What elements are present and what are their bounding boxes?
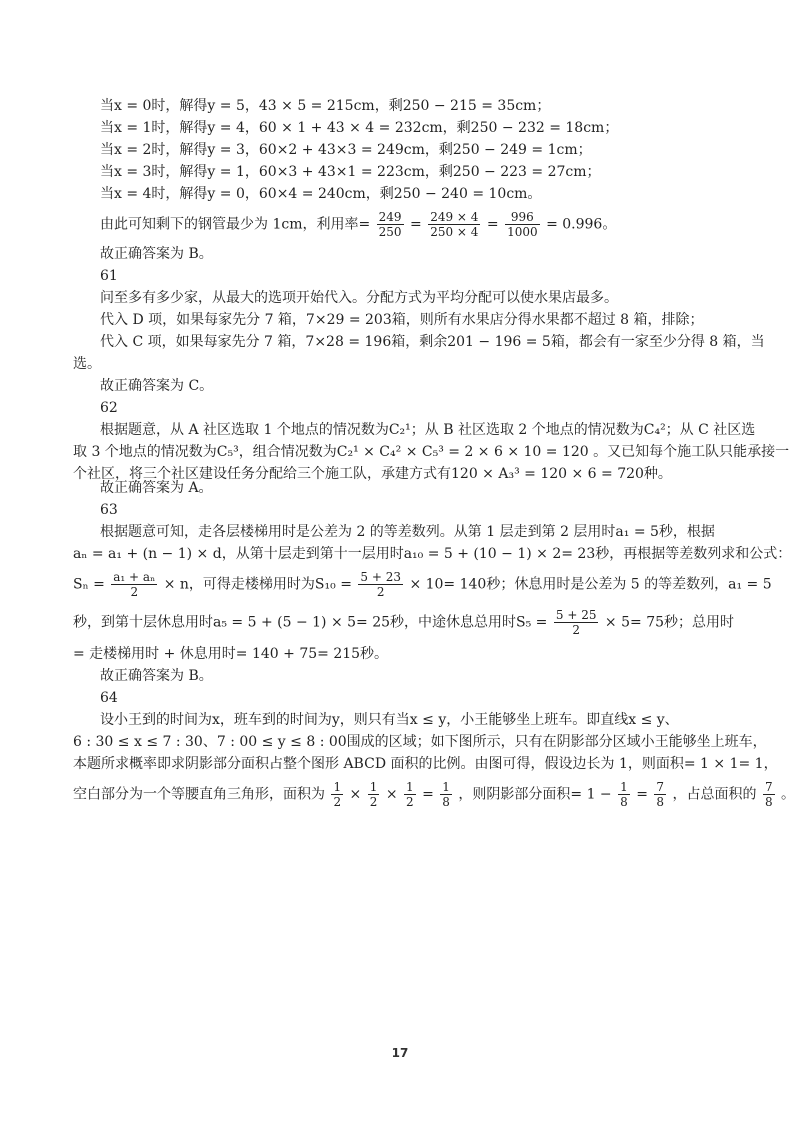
q63-line-4 <box>73 608 734 637</box>
q62-line-2: 取 3 个地点的情况数为C₅³，组合情况数为C₂¹ × C₄² × C₅³ = 2 × 6 × 10 = 120 。又已知每个施工队只能承接一 <box>73 444 790 460</box>
q60-line-5: 当x = 4时，解得y = 0，60×4 = 240cm，剩250 − 240 = 10cm。 <box>100 186 542 202</box>
fraction: $\frac{1}{8}$ <box>620 780 628 809</box>
q63-line-3-tail: × 10= 140秒；休息用时是公差为 5 的等差数列，a₁ = 5 <box>409 576 772 593</box>
fraction: $\frac{996}{1000}$ <box>507 210 538 239</box>
fraction: $\frac{1}{2}$ <box>369 780 378 809</box>
q61-line-4: 选。 <box>73 356 101 372</box>
q64-line-2: 6 : 30 ≤ x ≤ 7 : 30、7 : 00 ≤ y ≤ 8 : 00围成的区域；如下图所示，只有在阴影部分区域小王能够坐上班车， <box>73 734 767 750</box>
fraction: $\frac{1}{2}$ <box>406 780 414 809</box>
fraction: $\frac{1}{8}$ <box>442 780 450 809</box>
q63-line-3 <box>73 570 772 599</box>
question-number-64: 64 <box>100 690 118 706</box>
q63-line-5: = 走楼梯用时 + 休息用时= 140 + 75= 215秒。 <box>73 646 389 662</box>
question-number-62: 62 <box>100 400 118 416</box>
q63-answer: 故正确答案为 B。 <box>100 668 213 684</box>
q61-answer: 故正确答案为 C。 <box>100 378 214 394</box>
q62-answer: 故正确答案为 A。 <box>100 480 213 496</box>
q60-line-4: 当x = 3时，解得y = 1，60×3 + 43×1 = 223cm，剩250 − 223 = 27cm； <box>100 164 601 180</box>
fraction: $\frac{5 + 23}{2}$ <box>360 570 401 599</box>
q60-line-3: 当x = 2时，解得y = 3，60×2 + 43×3 = 249cm，剩250 − 249 = 1cm； <box>100 142 592 158</box>
q63-line-1: 根据题意可知，走各层楼梯用时是公差为 2 的等差数列。从第 1 层走到第 2 层用时a₁ = 5秒，根据 <box>100 524 715 540</box>
q63-line-3-mid: × n，可得走楼梯用时为S₁₀ = <box>163 576 352 593</box>
q64-line-4-tail: ，占总面积的 <box>672 786 757 803</box>
q60-answer: 故正确答案为 B。 <box>100 246 213 262</box>
question-number-61: 61 <box>100 268 118 284</box>
equals-sign: = <box>410 216 422 233</box>
equals-sign: = <box>636 786 648 803</box>
q61-line-2: 代入 D 项，如果每家先分 7 箱，7×29 = 203箱，则所有水果店分得水果都不超过 8 箱，排除； <box>100 312 704 328</box>
fraction: $\frac{249}{250}$ <box>378 210 402 239</box>
q62-line-1: 根据题意，从 A 社区选取 1 个地点的情况数为C₂¹；从 B 社区选取 2 个地点的情况数为C₄²；从 C 社区选 <box>100 422 756 438</box>
times-sign: × <box>385 786 398 803</box>
fraction: $\frac{7}{8}$ <box>656 780 665 809</box>
q61-line-1: 问至多有多少家，从最大的选项开始代入。分配方式为平均分配可以使水果店最多。 <box>100 290 618 306</box>
question-number-63: 63 <box>100 502 118 518</box>
equals-sign: = <box>422 786 434 803</box>
q61-line-3: 代入 C 项，如果每家先分 7 箱，7×28 = 196箱，剩余201 − 196 = 5箱，都会有一家至少分得 8 箱，当 <box>100 334 765 350</box>
fraction: $\frac{5 + 25}{2}$ <box>555 608 597 637</box>
q64-line-4 <box>73 780 795 809</box>
equals-sign: = <box>486 216 499 233</box>
q63-line-4-tail: × 5= 75秒；总用时 <box>604 614 735 631</box>
fraction: $\frac{249 \times 4}{250 \times 4}$ <box>430 210 479 239</box>
q64-line-1: 设小王到的时间为x，班车到的时间为y，则只有当x ≤ y，小王能够坐上班车。即直线x ≤ y、 <box>100 712 679 728</box>
q64-line-4-head: 空白部分为一个等腰直角三角形，面积为 <box>73 786 325 803</box>
q62-line-3: 个社区，将三个社区建设任务分配给三个施工队，承建方式有120 × A₃³ = 120 × 6 = 720种。 <box>73 466 672 482</box>
times-sign: × <box>349 786 362 803</box>
q60-utilization-result: = 0.996。 <box>546 216 617 233</box>
q60-line-2: 当x = 1时，解得y = 4，60 × 1 + 43 × 4 = 232cm，剩250 − 232 = 18cm； <box>100 120 619 136</box>
q60-utilization-line <box>100 210 616 239</box>
q63-line-2: aₙ = a₁ + (n − 1) × d，从第十层走到第十一层用时a₁₀ = 5 + (10 − 1) × 2= 23秒，再根据等差数列求和公式： <box>73 546 792 562</box>
q60-line-1: 当x = 0时，解得y = 5，43 × 5 = 215cm，剩250 − 215 = 35cm； <box>100 98 551 114</box>
fraction: $\frac{7}{8}$ <box>764 780 773 809</box>
fraction: $\frac{\text{a₁ + aₙ}}{2}$ <box>113 570 156 599</box>
q60-utilization-label: 由此可知剩下的钢管最少为 1cm，利用率= <box>100 216 371 233</box>
page-number: 17 <box>391 1046 409 1060</box>
sum-formula-label: Sₙ = <box>73 576 105 593</box>
q64-line-4-mid: ，则阴影部分面积= 1 − <box>458 786 612 803</box>
fraction: $\frac{1}{2}$ <box>333 780 342 809</box>
q63-line-4-head: 秒，到第十层休息用时a₅ = 5 + (5 − 1) × 5= 25秒，中途休息总用时S₅ = <box>73 614 548 631</box>
q64-line-4-end: 。 <box>781 786 796 803</box>
q64-line-3: 本题所求概率即求阴影部分面积占整个图形 ABCD 面积的比例。由图可得，假设边长为 1，则面积= 1 × 1= 1， <box>73 756 778 772</box>
